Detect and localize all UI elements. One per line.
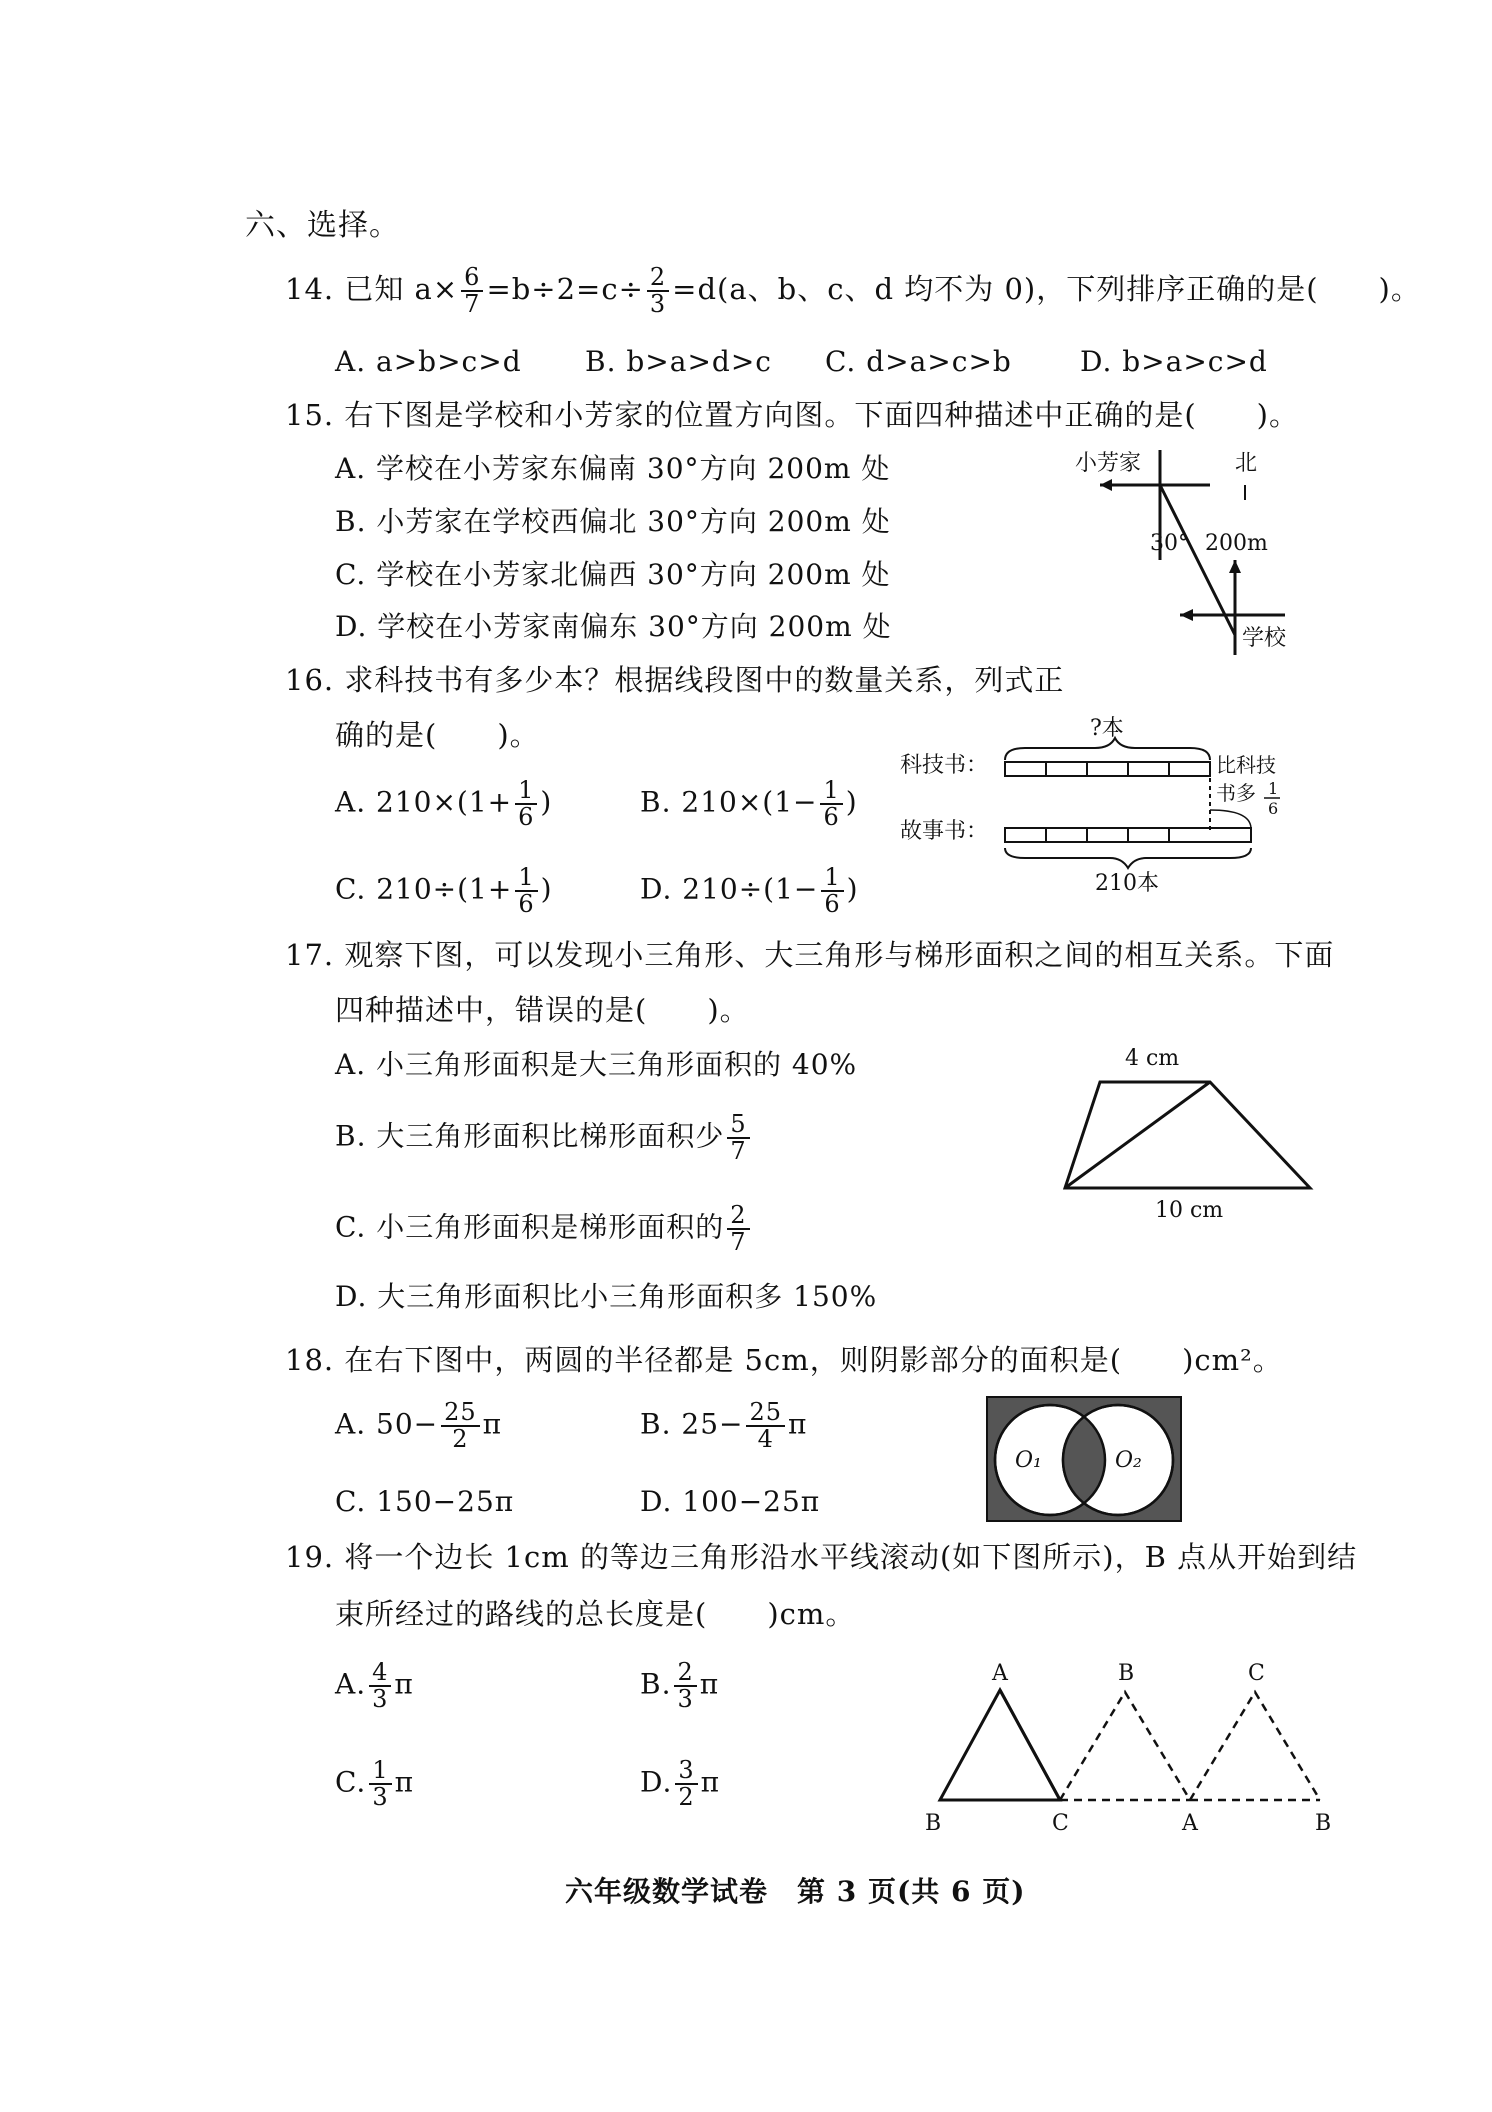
q19-stem-line1: 19. 将一个边长 1cm 的等边三角形沿水平线滚动(如下图所示)，B 点从开始到结 xyxy=(285,1540,1358,1574)
q19-label-b2: B xyxy=(1118,1661,1135,1686)
q15-home-label: 小芳家 xyxy=(1075,451,1142,476)
q16-option-d: D. 210÷(1− $\frac{1}{6}$ ) xyxy=(640,863,859,919)
q14-option-a: A. a>b>c>d xyxy=(335,345,522,378)
q19-rolling-triangle-figure xyxy=(910,1650,1350,1850)
q16-stem-line2: 确的是( )。 xyxy=(335,718,540,752)
q17-option-c: C. 小三角形面积是梯形面积的 $\frac{2}{7}$ xyxy=(335,1203,753,1255)
q14-stem xyxy=(285,265,1421,317)
q15-north-label: 北 xyxy=(1235,451,1258,476)
q15-direction-figure xyxy=(1070,440,1330,660)
q14-option-c: C. d>a>c>b xyxy=(825,345,1012,378)
q18-stem: 18. 在右下图中，两圆的半径都是 5cm，则阴影部分的面积是( )cm²。 xyxy=(285,1343,1283,1377)
q16-stem-line1: 16. 求科技书有多少本？根据线段图中的数量关系，列式正 xyxy=(285,663,1065,697)
q16-story-label: 故事书： xyxy=(900,819,989,844)
q19-label-b3: B xyxy=(1315,1811,1332,1836)
q19-label-b1: B xyxy=(925,1811,942,1836)
q14-fraction-1: $\frac{6}{7}$ xyxy=(461,265,483,317)
q15-option-a: A. 学校在小芳家东偏南 30°方向 200m 处 xyxy=(335,452,891,485)
q15-stem: 15. 右下图是学校和小芳家的位置方向图。下面四种描述中正确的是( )。 xyxy=(285,398,1299,432)
q14-part3: =d(a、b、c、d 均不为 0)，下列排序正确的是( )。 xyxy=(672,272,1421,307)
q16-question-label: ?本 xyxy=(1090,716,1124,741)
q15-angle-label: 30° xyxy=(1150,531,1189,556)
q17-stem-line2: 四种描述中，错误的是( )。 xyxy=(335,993,750,1027)
q16-science-label: 科技书： xyxy=(900,753,989,778)
q16-note-line1: 比科技 xyxy=(1216,753,1276,777)
q19-stem-line2: 束所经过的路线的总长度是( )cm。 xyxy=(335,1597,856,1631)
q14-option-d: D. b>a>c>d xyxy=(1080,345,1268,378)
q17-bottom-label: 10 cm xyxy=(1155,1198,1224,1223)
q14-option-b: B. b>a>d>c xyxy=(585,345,772,378)
q18-option-c: C. 150−25π xyxy=(335,1485,515,1518)
q17-stem-line1: 17. 观察下图，可以发现小三角形、大三角形与梯形面积之间的相互关系。下面 xyxy=(285,938,1335,972)
q16-option-c: C. 210÷(1+ $\frac{1}{6}$ ) xyxy=(335,863,553,919)
q14-fraction-2: $\frac{2}{3}$ xyxy=(647,265,669,317)
q18-option-b: B. 25− $\frac{25}{4}$ π xyxy=(640,1398,808,1454)
q18-option-d: D. 100−25π xyxy=(640,1485,821,1518)
q19-option-a: A. $\frac{4}{3}$ π xyxy=(335,1658,414,1714)
q16-option-a: A. 210×(1+ $\frac{1}{6}$ ) xyxy=(335,776,553,832)
q18-o2-label: O₂ xyxy=(1115,1448,1142,1473)
page-footer: 六年级数学试卷 第 3 页(共 6 页) xyxy=(565,1875,1026,1908)
q16-segment-diagram xyxy=(900,710,1320,895)
section-title: 六、选择。 xyxy=(245,208,400,243)
q17-top-label: 4 cm xyxy=(1125,1046,1180,1071)
q15-school-label: 学校 xyxy=(1242,626,1287,651)
q17-option-d: D. 大三角形面积比小三角形面积多 150% xyxy=(335,1280,878,1313)
q19-option-d: D. $\frac{3}{2}$ π xyxy=(640,1756,721,1812)
q19-label-c2: C xyxy=(1248,1661,1265,1686)
q15-distance-label: 200m xyxy=(1205,531,1268,556)
q18-option-a: A. 50− $\frac{25}{2}$ π xyxy=(335,1398,503,1454)
q19-label-a1: A xyxy=(992,1661,1008,1686)
q16-total-label: 210本 xyxy=(1095,871,1159,896)
q16-note-denominator: 6 xyxy=(1268,799,1279,818)
q16-option-b: B. 210×(1− $\frac{1}{6}$ ) xyxy=(640,776,858,832)
q19-label-a2: A xyxy=(1182,1811,1198,1836)
q16-note-numerator: 1 xyxy=(1268,779,1279,798)
q19-label-c1: C xyxy=(1052,1811,1069,1836)
q19-option-c: C. $\frac{1}{3}$ π xyxy=(335,1756,415,1812)
q17-option-a: A. 小三角形面积是大三角形面积的 40% xyxy=(335,1048,858,1081)
q14-part1: 14. 已知 a× xyxy=(285,272,459,307)
q15-option-c: C. 学校在小芳家北偏西 30°方向 200m 处 xyxy=(335,558,891,591)
q18-circles-figure xyxy=(985,1395,1185,1525)
q16-note-line2: 书多 xyxy=(1216,781,1256,805)
q17-trapezoid-figure xyxy=(1055,1040,1335,1223)
q14-part2: =b÷2=c÷ xyxy=(486,272,644,307)
q15-option-d: D. 学校在小芳家南偏东 30°方向 200m 处 xyxy=(335,610,892,643)
q17-option-b: B. 大三角形面积比梯形面积少 $\frac{5}{7}$ xyxy=(335,1112,753,1164)
q15-option-b: B. 小芳家在学校西偏北 30°方向 200m 处 xyxy=(335,505,891,538)
q19-option-b: B. $\frac{2}{3}$ π xyxy=(640,1658,720,1714)
q18-o1-label: O₁ xyxy=(1015,1448,1042,1473)
